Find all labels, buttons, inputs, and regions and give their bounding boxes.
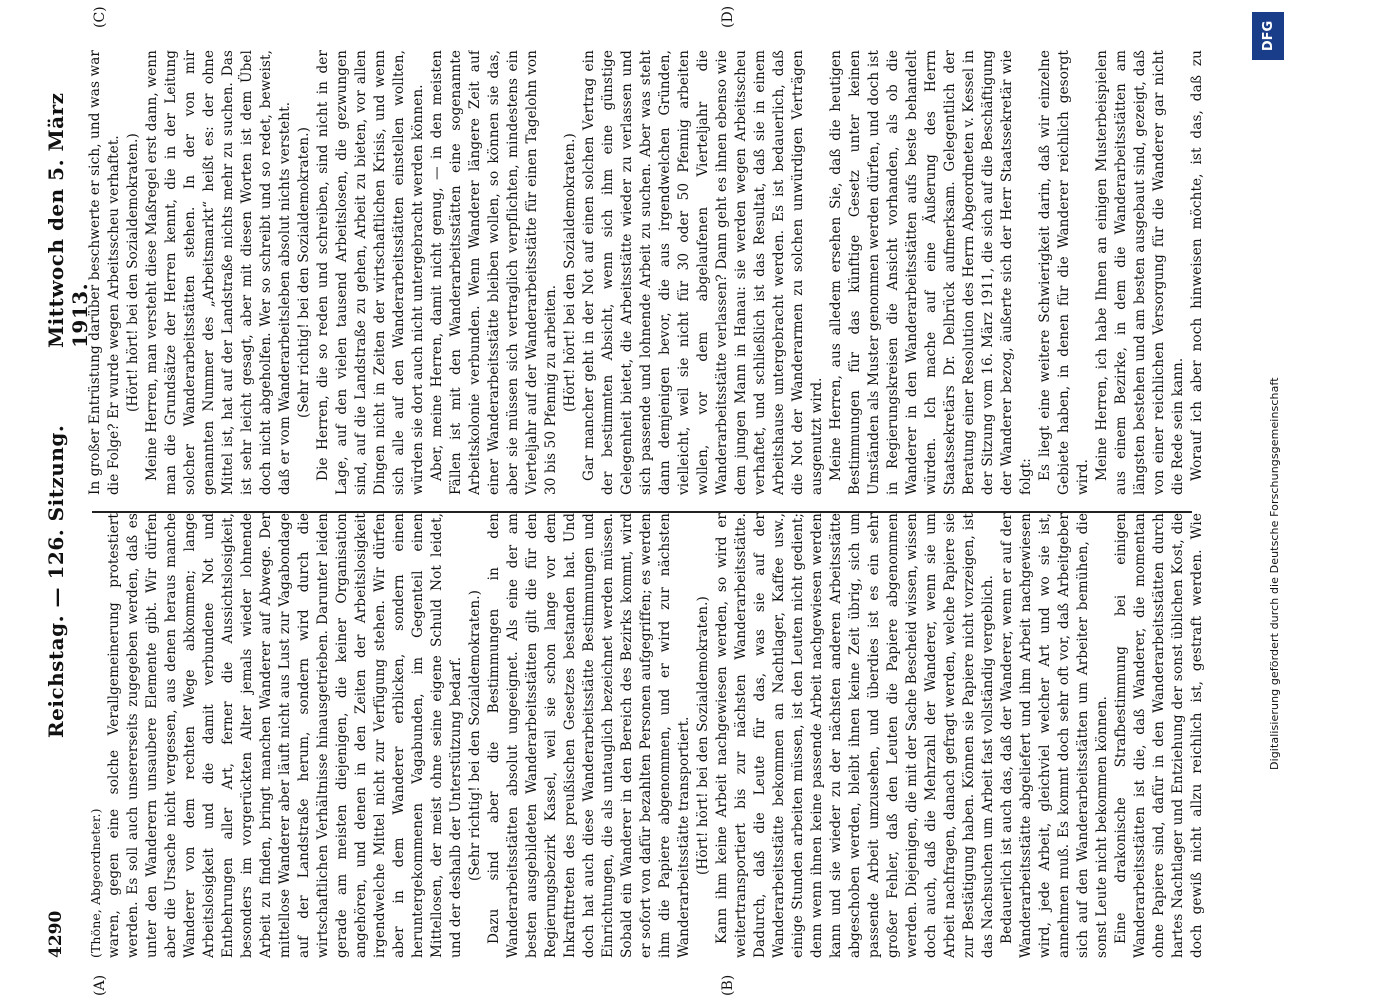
page-number: 4290 [46, 910, 66, 958]
speaker-label: (Thöne, Abgeordneter.) [88, 808, 103, 958]
header-left-title: Reichstag. — 126. Sitzung. [44, 424, 68, 738]
margin-marker-b: (B) [720, 974, 736, 996]
paragraph: In großer Entrüstung darüber beschwerte er sich, und was war die Folge? Er wurde wegen Arbeitsscheu verhaftet. [87, 50, 122, 495]
paragraph: Worauf ich aber noch hinweisen möchte, ist das, daß zu [1189, 50, 1205, 481]
interjection: (Hört! hört! bei den Sozialdemokraten.) [562, 133, 578, 412]
digitization-credit: Digitalisierung gefördert durch die Deutsche Forschungsgemeinschaft [1268, 377, 1281, 770]
interjection: (Hört! hört! bei den Sozialdemokraten.) [125, 133, 141, 412]
paragraph: waren, gegen eine solche Verallgemeinerung protestiert werden. Es soll auch unsererseits zugegeben werden, daß es unter den Wanderern unsaubere Elemente gibt. Wir dürfen aber die Ursache nicht vergessen, aus denen heraus manche Wanderer von dem rechten Wege abkommen; lange Arbeitslosigkeit und die damit verbundene Not und Entbehrungen aller Art, ferner die Aussichtslosigkeit, besonders im vorgerückten Alter jemals wieder lohnende Arbeit zu finden, bringt manchen Wanderer auf Abwege. Der mittellose Wanderer aber läuft nicht aus Lust zur Vagabondage auf der Landstraße herum, sondern wird durch die wirtschaftlichen Verhältnisse hinausgetrieben. Darunter leiden gerade am meisten diejenigen, die keiner Organisation angehören, und denen in den Zeiten der Arbeitslosigkeit irgendwelche Mittel nicht zur Verfügung stehen. Wir dürfen aber in dem Wanderer erblicken, sondern einen heruntergekommenen Vagabunden, im Gegenteil einen Mittellosen, der meist ohne seine eigene Schuld Not leidet, und der deshalb der Unterstützung bedarf. [106, 513, 464, 958]
paragraph: Kann ihm keine Arbeit nachgewiesen werden, so wird er weitertransportiert bis zur nächsten Wanderarbeitsstätte. Dadurch, daß die Leute für das, was sie auf der Wanderarbeitsstätte bekommen an Nachtlager, Kaffee usw., einige Stunden arbeiten müssen, ist den Leuten nicht gedient; denn wenn ihnen keine passende Arbeit nachgewiesen werden kann und sie wieder zu der nächsten anderen Arbeitsstätte abgeschoben werden, bleibt ihnen keine Zeit übrig, sich um passende Arbeit umzusehen, und überdies ist es ein sehr großer Fehler, daß den Leuten die Papiere abgenommen werden. Diejenigen, die mit der Sache Bescheid wissen, wissen doch auch, daß die Mehrzahl der Wanderer, wenn sie um Arbeit nachfragen, danach gefragt werden, welche Papiere sie zur Bestätigung haben. Können sie Papiere nicht vorzeigen, ist das Nachsuchen um Arbeit fast vollständig vergeblich. [714, 513, 996, 958]
header-right-title: Mittwoch den 5. März 1913. [44, 92, 92, 348]
paragraph: Meine Herren, aus alledem ersehen Sie, daß die heutigen Bestimmungen für das künftige Gesetz unter keinen Umständen als Muster genommen werden dürfen, und doch ist in Regierungskreisen die Ansicht vorhanden, als ob die Wanderer in den Wanderarbeitsstätten aufs beste behandelt würden. Ich mache auf eine Äußerung des Herrn Staatssekretärs Dr. Delbrück aufmerksam. Gelegentlich der Beratung einer Resolution des Herrn Abgeordneten v. Kessel in der Sitzung vom 16. März 1911, die sich auf die Beschäftigung der Wanderer bezog, äußerte sich der Herr Staatssekretär wie folgt: [828, 50, 1034, 495]
paragraph: Meine Herren, ich habe Ihnen an einigen Musterbeispielen aus einem Bezirke, in dem die Wanderarbeitsstätten am längsten bestehen und am besten ausgebaut sind, gezeigt, daß von einer reichlichen Versorgung für die Wanderer gar nicht die Rede sein kann. [1094, 50, 1186, 495]
interjection: (Hört! hört! bei den Sozialdemokraten.) [695, 596, 711, 875]
column-divider [92, 511, 1192, 513]
page-header [34, 28, 92, 968]
margin-marker-c: (C) [92, 6, 108, 28]
interjection: (Sehr richtig! bei den Sozialdemokraten.) [296, 126, 312, 419]
left-column [86, 513, 1206, 958]
paragraph: Meine Herren, man versteht diese Maßregel erst dann, wenn man die Grundsätze der Herren kennt, die in der Leitung solcher Wanderarbeitsstätten stehen. In der von mir genannten Nummer des „Arbeitsmarkt“ heißt es: der ohne Mittel ist, hat auf der Landstraße nichts mehr zu suchen. Das ist sehr leicht gesagt, aber mit diesen Worten ist dem Übel doch nicht abgeholfen. Wer so schreibt und so redet, beweist, daß er vom Wanderarbeitsleben absolut nichts versteht. [144, 50, 293, 495]
paragraph: Aber, meine Herren, damit nicht genug, — in den meisten Fällen ist mit den Wanderarbeitsstätten eine sogenannte Arbeitskolonie verbunden. Wenn Wanderer längere Zeit auf einer Wanderarbeitsstätte bleiben wollen, so können sie das, aber sie müssen sich vertraglich verpflichten, mindestens ein Vierteljahr auf der Wanderarbeitsstätte für einen Tagelohn von 30 bis 50 Pfennig zu arbeiten. [429, 50, 559, 495]
paragraph: Dazu sind aber die Bestimmungen in den Wanderarbeitsstätten absolut ungeeignet. Als eine der am besten ausgebildeten Wanderarbeitsstätten gilt die für den Regierungsbezirk Kassel, weil sie schon lange vor dem Inkrafttreten des preußischen Gesetzes bestanden hat. Und doch hat auch diese Wanderarbeitsstätte Bestimmungen und Einrichtungen, die als untauglich bezeichnet werden müssen. Sobald ein Wanderer in den Bereich des Bezirks kommt, wird er sofort von dafür bezahlten Personen aufgegriffen; es werden ihm die Papiere abgenommen, und er wird zur nächsten Wanderarbeitsstätte transportiert. [486, 513, 692, 958]
paragraph: Gar mancher geht in der Not auf einen solchen Vertrag ein der bestimmten Absicht, wenn sich ihm eine günstige Gelegenheit bietet, die Arbeitsstätte wieder zu verlassen und sich passende und lohnende Arbeit zu suchen. Aber was steht dann demjenigen bevor, die aus irgendwelchen Gründen, vielleicht, weil sie nicht für 30 oder 50 Pfennig arbeiten wollen, vor dem abgelaufenen Vierteljahr die Wanderarbeitsstätte verlassen? Dann geht es ihnen ebenso wie dem jungen Mann in Hanau: sie werden wegen Arbeitsscheu verhaftet, und schließlich ist das Resultat, daß sie in einem Arbeitshause untergebracht werden. Es ist bedauerlich, daß die Not der Wanderarmen zu solchen unwürdigen Verträgen ausgenutzt wird. [581, 50, 825, 495]
paragraph: Die Herren, die so reden und schreiben, sind nicht in der Lage, auf den vielen tausend Arbeitslosen, die gezwungen sind, auf die Landstraße zu gehen, Arbeit zu bieten, vor allen Dingen nicht in Zeiten der wirtschaftlichen Krisis, und wenn sich alle auf den Wanderarbeitsstätten einstellen wollten, würden sie dort auch nicht untergebracht werden können. [315, 50, 426, 495]
interjection: (Sehr richtig! bei den Sozialdemokraten.) [467, 589, 483, 882]
dfg-logo: DFG [1252, 12, 1284, 60]
margin-marker-a: (A) [92, 974, 108, 996]
margin-marker-d: (D) [720, 5, 736, 28]
paragraph: Bedauerlich ist auch das, daß der Wanderer, wenn er auf der Wanderarbeitsstätte abgeliefert und ihm Arbeit nachgewiesen wird, jede Arbeit, gleichviel welcher Art und wo sie ist, annehmen muß. Es kommt doch sehr oft vor, daß Arbeitgeber sich auf den Wanderarbeitsstätten um Arbeiter bemühen, die sonst Leute nicht bekommen können. [999, 513, 1110, 958]
quote: Es liegt eine weitere Schwierigkeit darin, daß wir einzelne Gebiete haben, in denen für die Wanderer reichlich gesorgt wird. [1037, 50, 1091, 495]
paragraph: Eine drakonische Strafbestimmung bei einigen Wanderarbeitsstätten ist die, daß Wanderer, die momentan ohne Papiere sind, dafür in den Wanderarbeitsstätten durch hartes Nachtlager und Entziehung der sonst üblichen Kost, die doch gewiß nicht allzu reichlich ist, gestraft werden. Wie [1113, 513, 1205, 958]
right-column [86, 50, 1206, 495]
